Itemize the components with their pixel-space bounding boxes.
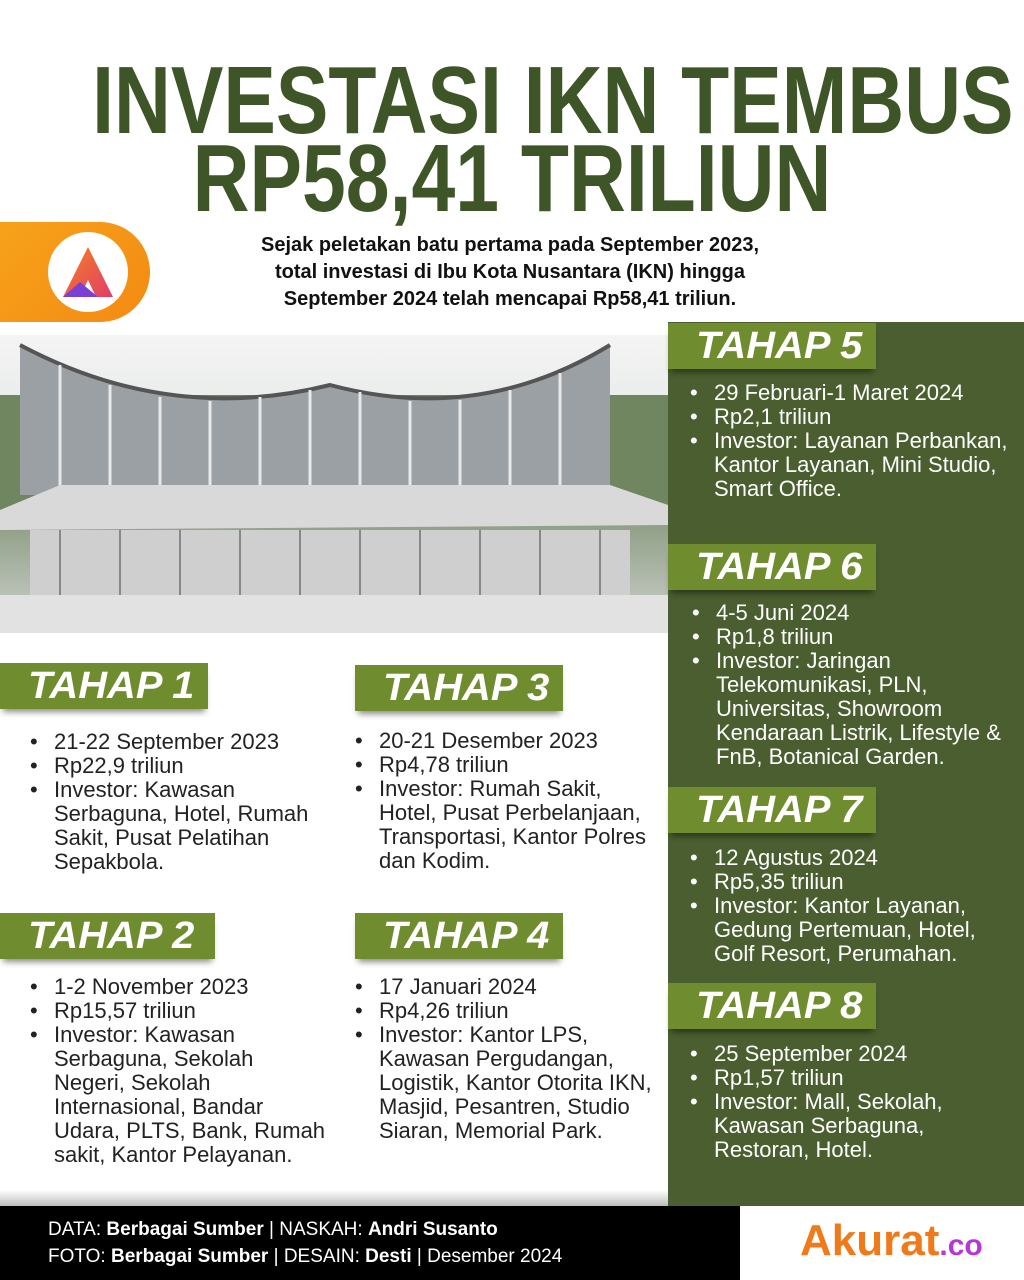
akurat-logo-badge [0,222,150,322]
stage-3-list: • 20-21 Desember 2023 • Rp4,78 triliun • Investor: Rumah Sakit, Hotel, Pusat Perbelanjaan, Transportasi, Kantor Polres dan Kodim. [355,729,655,873]
stage-4-label: TAHAP 4 [355,913,563,959]
akurat-a-icon [58,242,118,302]
stage-5-label: TAHAP 5 [668,323,876,369]
stage-4-list: • 17 Januari 2024 • Rp4,26 triliun • Investor: Kantor LPS, Kawasan Pergudangan, Logistik, Kantor Otorita IKN, Masjid, Pesantren, Studio Siaran, Memorial Park. [355,975,660,1143]
stage-5-list: • 29 Februari-1 Maret 2024 • Rp2,1 triliun • Investor: Layanan Perbankan, Kantor Layanan, Mini Studio, Smart Office. [690,381,1015,501]
stage-2-label: TAHAP 2 [0,913,215,959]
stage-1-list: • 21-22 September 2023 • Rp22,9 triliun • Investor: Kawasan Serbaguna, Hotel, Rumah Sakit, Pusat Pelatihan Sepakbola. [30,730,330,874]
stage-2-list: • 1-2 November 2023 • Rp15,57 triliun • Investor: Kawasan Serbaguna, Sekolah Negeri, Sekolah Internasional, Bandar Udara, PLTS, Bank, Rumah sakit, Kantor Pelayanan. [30,975,330,1167]
stage-7-list: • 12 Agustus 2024 • Rp5,35 triliun • Investor: Kantor Layanan, Gedung Pertemuan, Hotel, Golf Resort, Perumahan. [690,846,1015,966]
akurat-brand-logo: Akurat.co [740,1206,1024,1280]
headline-line-1: INVESTASI IKN TEMBUS [92,47,1014,154]
stage-8-label: TAHAP 8 [668,983,876,1029]
stage-8-list: • 25 September 2024 • Rp1,57 triliun • Investor: Mall, Sekolah, Kawasan Serbaguna, Restoran, Hotel. [690,1042,1000,1162]
headline-line-2: RP58,41 TRILIUN [192,125,832,232]
credits-footer: DATA: Berbagai Sumber | NASKAH: Andri Susanto FOTO: Berbagai Sumber | DESAIN: Desti | Desember 2024 [0,1206,740,1280]
ikn-palace-photo [0,335,668,633]
stage-6-label: TAHAP 6 [668,544,876,590]
stage-6-list: • 4-5 Juni 2024 • Rp1,8 triliun • Investor: Jaringan Telekomunikasi, PLN, Universitas, Showroom Kendaraan Listrik, Lifestyle & FnB, Botanical Garden. [692,601,1022,769]
bottom-shadow [0,1190,668,1206]
stage-3-label: TAHAP 3 [355,665,563,711]
intro-text: Sejak peletakan batu pertama pada September 2023, total investasi di Ibu Kota Nusantara (IKN) hingga September 2024 telah mencapai Rp58,41 triliun. [261,234,759,310]
stage-1-label: TAHAP 1 [0,663,208,709]
stage-7-label: TAHAP 7 [668,787,876,833]
